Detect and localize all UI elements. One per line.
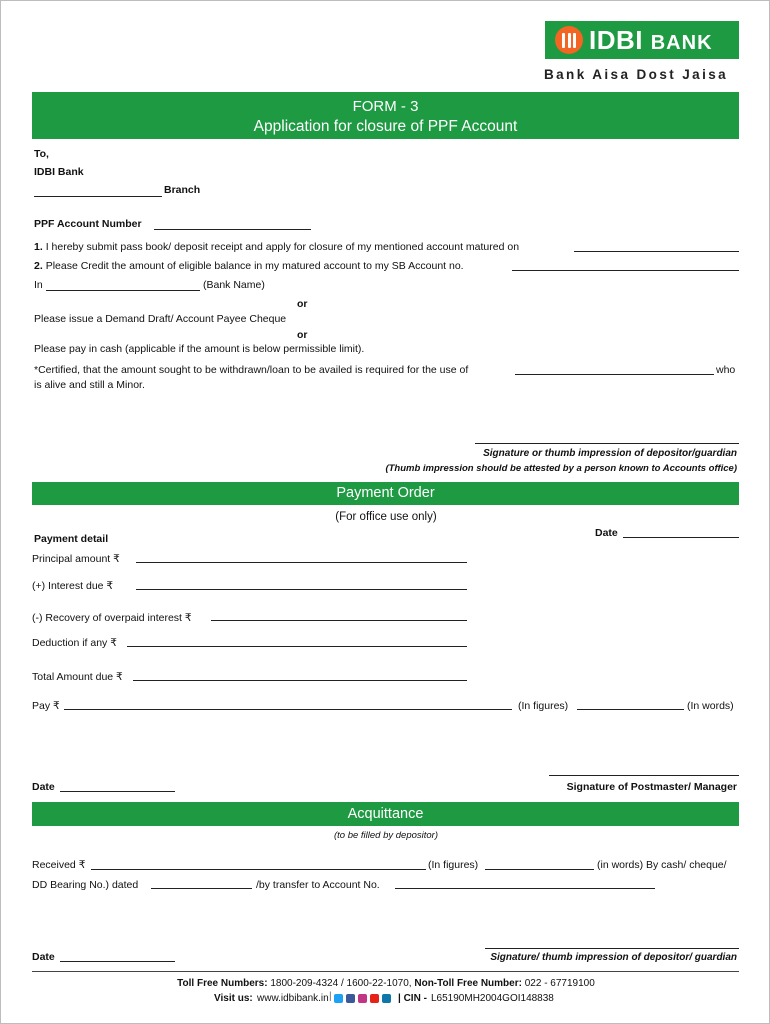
cash-text: Please pay in cash (applicable if the amount is below permissible limit).	[34, 343, 365, 355]
form-number: FORM - 3	[352, 98, 419, 115]
transfer-account-field[interactable]	[395, 888, 655, 889]
interest-label: (+) Interest due ₹	[32, 580, 114, 592]
to-label: To,	[34, 148, 49, 160]
website-link[interactable]: www.idbibank.in	[257, 993, 329, 1004]
minor-text: is alive and still a Minor.	[34, 379, 145, 391]
visit-label: Visit us:	[214, 993, 253, 1004]
deduction-label: Deduction if any ₹	[32, 637, 117, 649]
dd-date-field[interactable]	[151, 888, 252, 889]
received-label: Received ₹	[32, 859, 86, 871]
postmaster-signature-label: Signature of Postmaster/ Manager	[566, 781, 737, 793]
facebook-icon[interactable]	[346, 994, 355, 1003]
idbi-bank-logo	[545, 21, 739, 59]
transfer-label: /by transfer to Account No.	[256, 879, 380, 891]
payment-detail-label: Payment detail	[34, 533, 109, 545]
acquittance-date-label: Date	[32, 951, 55, 963]
tollfree-value: 1800-209-4324 / 1600-22-1070,	[270, 978, 412, 989]
payment-date-label: Date	[595, 527, 618, 539]
acquittance-signature-line[interactable]	[485, 948, 739, 949]
form-header-banner	[32, 92, 739, 139]
in-label: In	[34, 279, 43, 291]
total-amount-field[interactable]	[133, 680, 467, 681]
who-label: who	[716, 364, 736, 376]
certified-text: *Certified, that the amount sought to be withdrawn/loan to be availed is required for the use of	[34, 364, 469, 376]
twitter-icon[interactable]	[334, 994, 343, 1003]
or-label-2: or	[297, 329, 308, 341]
principal-field[interactable]	[136, 562, 467, 563]
pay-label: Pay ₹	[32, 700, 60, 712]
logo-text: IDBI	[589, 25, 643, 55]
postmaster-signature-line[interactable]	[549, 775, 739, 776]
bank-name-field[interactable]	[46, 290, 200, 291]
logo-suffix: BANK	[650, 32, 713, 54]
acquittance-date-field[interactable]	[60, 961, 175, 962]
payment-date2-label: Date	[32, 781, 55, 793]
payment-order-banner	[32, 482, 739, 505]
depositor-signature-label: Signature or thumb impression of depositor/guardian	[483, 448, 737, 459]
cin-label: | CIN -	[398, 993, 427, 1004]
footer-phone-line	[1, 978, 770, 989]
or-label-1: or	[297, 298, 308, 310]
dd-bearing-label: DD Bearing No.) dated	[32, 879, 139, 891]
pay-in-figures-label: (In figures)	[518, 700, 569, 712]
pay-figures-field[interactable]	[64, 709, 512, 710]
acquittance-signature-label: Signature/ thumb impression of depositor/ guardian	[490, 952, 737, 963]
idbi-emblem-icon	[555, 26, 583, 54]
youtube-icon[interactable]	[370, 994, 379, 1003]
payment-date2-field[interactable]	[60, 791, 175, 792]
para1-text: I hereby submit pass book/ deposit receipt and apply for closure of my mentioned account matured on	[45, 241, 520, 253]
pay-words-field[interactable]	[577, 709, 684, 710]
footer-divider	[32, 971, 739, 972]
nontoll-value: 022 - 67719100	[524, 978, 595, 989]
social-divider: |	[329, 991, 332, 1002]
ppf-account-field[interactable]	[154, 229, 311, 230]
depositor-fill-note: (to be filled by depositor)	[333, 830, 439, 841]
ppf-account-label: PPF Account Number	[34, 218, 142, 230]
total-amount-label: Total Amount due ₹	[32, 671, 123, 683]
recovery-field[interactable]	[211, 620, 467, 621]
deduction-field[interactable]	[127, 646, 467, 647]
demand-draft-text: Please issue a Demand Draft/ Account Payee Cheque	[34, 313, 287, 325]
cin-value: L65190MH2004GOI148838	[431, 993, 554, 1004]
form-title: Application for closure of PPF Account	[253, 118, 518, 135]
received-figures-field[interactable]	[91, 869, 426, 870]
principal-label: Principal amount ₹	[32, 553, 120, 565]
tollfree-label: Toll Free Numbers:	[177, 978, 268, 989]
acquittance-banner	[32, 802, 739, 826]
instagram-icon[interactable]	[358, 994, 367, 1003]
depositor-signature-line[interactable]	[475, 443, 739, 444]
received-in-words-label: (in words) By cash/ cheque/	[597, 859, 727, 871]
maturity-date-field[interactable]	[574, 251, 739, 252]
para1-number: 1.	[34, 241, 43, 253]
bank-name-label: (Bank Name)	[203, 279, 265, 291]
para2-number: 2.	[34, 260, 43, 272]
branch-field[interactable]	[34, 196, 162, 197]
interest-field[interactable]	[136, 589, 467, 590]
office-use-note: (For office use only)	[335, 511, 437, 523]
payment-order-title: Payment Order	[336, 485, 435, 501]
pay-in-words-label: (In words)	[687, 700, 734, 712]
bank-label: IDBI Bank	[34, 166, 84, 178]
received-words-field[interactable]	[485, 869, 594, 870]
minor-name-field[interactable]	[515, 374, 714, 375]
recovery-label: (-) Recovery of overpaid interest ₹	[32, 612, 192, 624]
nontoll-label: Non-Toll Free Number:	[414, 978, 522, 989]
branch-label: Branch	[164, 184, 201, 196]
acquittance-title: Acquittance	[347, 806, 424, 822]
para2-text: Please Credit the amount of eligible balance in my matured account to my SB Account no.	[45, 260, 464, 272]
linkedin-icon[interactable]	[382, 994, 391, 1003]
payment-date-field[interactable]	[623, 537, 739, 538]
sb-account-field[interactable]	[512, 270, 739, 271]
thumb-impression-note: (Thumb impression should be attested by a person known to Accounts office)	[385, 463, 737, 474]
tagline: Bank Aisa Dost Jaisa	[544, 67, 729, 82]
received-in-figures-label: (In figures)	[428, 859, 479, 871]
